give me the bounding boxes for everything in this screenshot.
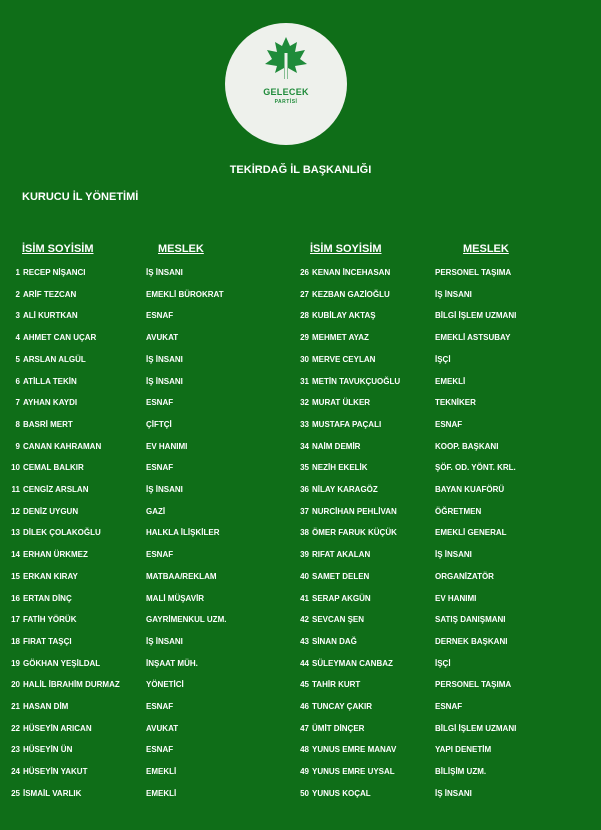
member-occupation: EMEKLİ (146, 788, 177, 798)
member-occupation: İNŞAAT MÜH. (146, 658, 198, 668)
occupation-column-header-right: MESLEK (463, 243, 509, 255)
member-name: MURAT ÜLKER (312, 398, 371, 408)
member-occupation: EMEKLİ GENERAL (435, 528, 507, 538)
member-number: 33 (300, 419, 309, 429)
member-occupation: YÖNETİCİ (146, 680, 184, 690)
member-name: METİN TAVUKÇUOĞLU (312, 376, 401, 386)
member-number: 12 (11, 506, 20, 516)
member-occupation: İŞ İNSANI (435, 788, 472, 798)
member-occupation: GAYRİMENKUL UZM. (146, 615, 227, 625)
member-number: 40 (300, 571, 309, 581)
member-occupation: İŞÇİ (435, 354, 451, 364)
member-name: AYHAN KAYDI (23, 398, 78, 408)
member-name: FATİH YÖRÜK (23, 615, 77, 625)
member-number: 14 (11, 550, 20, 560)
member-number: 6 (15, 376, 20, 386)
member-occupation: ÇİFTÇİ (146, 419, 172, 429)
member-occupation: EMEKLİ BÜROKRAT (146, 289, 224, 299)
member-number: 31 (300, 376, 309, 386)
member-name: MEHMET AYAZ (312, 333, 369, 343)
member-number: 38 (300, 528, 309, 538)
member-number: 23 (11, 745, 20, 755)
member-number: 50 (300, 788, 309, 798)
member-occupation: İŞ İNSANI (146, 376, 183, 386)
member-number: 41 (300, 593, 309, 603)
member-name: ATİLLA TEKİN (23, 376, 77, 386)
member-name: ERHAN ÜRKMEZ (23, 550, 88, 560)
member-occupation: ESNAF (146, 550, 174, 560)
member-name: HALİL İBRAHİM DURMAZ (23, 680, 120, 690)
member-name: HÜSEYİN ÜN (23, 745, 73, 755)
member-number: 25 (11, 788, 20, 798)
member-occupation: YAPI DENETİM (435, 745, 492, 755)
member-number: 22 (11, 723, 20, 733)
member-name: SEVCAN ŞEN (312, 615, 365, 625)
member-number: 29 (300, 333, 309, 343)
member-occupation: ESNAF (146, 463, 174, 473)
member-number: 10 (11, 463, 20, 473)
member-number: 7 (15, 398, 20, 408)
member-name: RECEP NİŞANCI (23, 268, 86, 277)
member-occupation: AVUKAT (146, 333, 179, 343)
member-number: 16 (11, 593, 20, 603)
member-occupation: EMEKLİ (435, 376, 466, 386)
logo-subtitle: PARTİSİ (274, 99, 298, 105)
member-name: ARİF TEZCAN (23, 289, 77, 299)
member-occupation: İŞ İNSANI (146, 636, 183, 646)
member-occupation: EMEKLİ ASTSUBAY (435, 333, 511, 343)
member-number: 28 (300, 311, 309, 321)
member-name: SERAP AKGÜN (312, 593, 371, 603)
member-number: 46 (300, 702, 309, 711)
member-name: FIRAT TAŞÇI (23, 636, 72, 646)
member-number: 30 (300, 354, 309, 364)
member-occupation: EMEKLİ (146, 767, 177, 777)
member-name: YUNUS EMRE MANAV (312, 745, 397, 755)
member-number: 36 (300, 485, 309, 494)
member-occupation: AVUKAT (146, 723, 179, 733)
member-number: 48 (300, 745, 309, 755)
logo-name: GELECEK (263, 87, 309, 97)
member-name: KENAN İNCEHASAN (312, 268, 391, 277)
member-number: 11 (11, 485, 20, 494)
name-column-header-left: İSİM SOYİSİM (22, 243, 94, 255)
member-occupation: ŞÖF. OD. YÖNT. KRL. (435, 463, 516, 473)
member-name: DİLEK ÇOLAKOĞLU (23, 528, 101, 538)
member-number: 21 (11, 702, 20, 711)
member-name: KEZBAN GAZİOĞLU (312, 289, 390, 299)
member-occupation: SATIŞ DANIŞMANI (435, 615, 506, 625)
occupation-column-header-left: MESLEK (158, 243, 204, 255)
member-occupation: PERSONEL TAŞIMA (435, 268, 512, 277)
member-occupation: MALİ MÜŞAVİR (146, 593, 205, 603)
member-name: SAMET DELEN (312, 571, 370, 581)
member-number: 39 (300, 550, 309, 560)
member-number: 42 (300, 615, 309, 625)
member-occupation: EV HANIMI (146, 441, 188, 451)
member-occupation: ESNAF (435, 702, 463, 711)
member-occupation: ESNAF (146, 702, 174, 711)
member-number: 27 (300, 289, 309, 299)
member-number: 8 (15, 419, 20, 429)
member-number: 47 (300, 723, 309, 733)
member-name: ERTAN DİNÇ (23, 593, 72, 603)
member-number: 37 (300, 506, 309, 516)
member-occupation: BİLİŞİM UZM. (435, 767, 487, 777)
member-number: 32 (300, 398, 309, 408)
member-name: SİNAN DAĞ (312, 636, 357, 646)
member-name: TUNCAY ÇAKIR (312, 702, 373, 711)
member-name: HASAN DİM (23, 702, 69, 711)
member-occupation: ESNAF (435, 419, 463, 429)
member-number: 1 (15, 268, 20, 277)
member-number: 5 (15, 354, 20, 364)
member-occupation: ESNAF (146, 398, 174, 408)
member-name: NİLAY KARAGÖZ (312, 485, 378, 494)
member-occupation: GAZİ (146, 506, 166, 516)
member-name: NAİM DEMİR (312, 441, 361, 451)
member-occupation: ORGANİZATÖR (435, 571, 494, 581)
name-column-header-right: İSİM SOYİSİM (310, 243, 382, 255)
member-occupation: KOOP. BAŞKANI (435, 441, 499, 451)
member-number: 9 (15, 441, 20, 451)
member-occupation: BAYAN KUAFÖRÜ (435, 485, 505, 494)
member-name: CENGİZ ARSLAN (23, 485, 89, 494)
member-occupation: ESNAF (146, 745, 174, 755)
member-occupation: ESNAF (146, 311, 174, 321)
member-name: KUBİLAY AKTAŞ (312, 311, 376, 321)
maple-leaf-icon (263, 35, 309, 81)
member-number: 24 (11, 767, 20, 777)
member-number: 34 (300, 441, 309, 451)
member-name: ARSLAN ALGÜL (23, 354, 86, 364)
member-name: SÜLEYMAN CANBAZ (312, 658, 393, 668)
member-occupation: BİLGİ İŞLEM UZMANI (435, 723, 517, 733)
document-title: TEKİRDAĞ İL BAŞKANLIĞI (229, 164, 372, 176)
member-name: AHMET CAN UÇAR (23, 333, 97, 343)
member-number: 35 (300, 463, 309, 473)
member-name: BASRİ MERT (23, 419, 73, 429)
member-occupation: MATBAA/REKLAM (146, 571, 217, 581)
member-name: ÖMER FARUK KÜÇÜK (312, 528, 397, 538)
member-number: 49 (300, 767, 309, 777)
member-name: NEZİH EKELİK (312, 463, 368, 473)
member-occupation: İŞ İNSANI (146, 485, 183, 494)
member-name: CEMAL BALKIR (23, 463, 84, 473)
party-logo (225, 23, 347, 145)
member-occupation: İŞÇİ (435, 658, 451, 668)
member-occupation: İŞ İNSANI (146, 354, 183, 364)
member-name: ALİ KURTKAN (23, 311, 78, 321)
member-name: TAHİR KURT (312, 680, 361, 690)
member-occupation: EV HANIMI (435, 593, 477, 603)
member-name: MERVE CEYLAN (312, 354, 376, 364)
member-occupation: HALKLA İLİŞKİLER (146, 528, 220, 538)
member-name: NURCİHAN PEHLİVAN (312, 506, 397, 516)
member-name: RIFAT AKALAN (312, 550, 371, 560)
member-name: DENİZ UYGUN (23, 506, 79, 516)
member-number: 45 (300, 680, 309, 690)
member-number: 3 (15, 311, 20, 321)
member-number: 2 (15, 289, 20, 299)
member-name: MUSTAFA PAÇALI (312, 419, 382, 429)
member-number: 43 (300, 636, 309, 646)
member-number: 19 (11, 658, 20, 668)
member-name: YUNUS KOÇAL (312, 788, 371, 798)
member-name: YUNUS EMRE UYSAL (312, 767, 395, 777)
member-number: 26 (300, 268, 309, 277)
member-occupation: İŞ İNSANI (435, 289, 472, 299)
member-occupation: İŞ İNSANI (146, 268, 183, 277)
member-name: İSMAİL VARLIK (23, 788, 82, 798)
member-name: ÜMİT DİNÇER (312, 723, 365, 733)
member-name: CANAN KAHRAMAN (23, 441, 102, 451)
member-occupation: PERSONEL TAŞIMA (435, 680, 512, 690)
member-occupation: ÖĞRETMEN (435, 506, 482, 516)
member-number: 20 (11, 680, 20, 690)
member-occupation: İŞ İNSANI (435, 550, 472, 560)
member-name: HÜSEYİN ARICAN (23, 723, 92, 733)
member-number: 13 (11, 528, 20, 538)
member-name: GÖKHAN YEŞİLDAL (23, 658, 101, 668)
member-name: HÜSEYİN YAKUT (23, 767, 88, 777)
member-number: 4 (15, 333, 20, 343)
member-number: 18 (11, 636, 20, 646)
member-occupation: TEKNİKER (435, 398, 476, 408)
member-number: 44 (300, 658, 309, 668)
member-number: 17 (11, 615, 20, 625)
member-number: 15 (11, 571, 20, 581)
document-subtitle: KURUCU İL YÖNETİMİ (22, 191, 139, 203)
member-occupation: DERNEK BAŞKANI (435, 636, 508, 646)
member-name: ERKAN KIRAY (23, 571, 78, 581)
member-occupation: BİLGİ İŞLEM UZMANI (435, 311, 517, 321)
